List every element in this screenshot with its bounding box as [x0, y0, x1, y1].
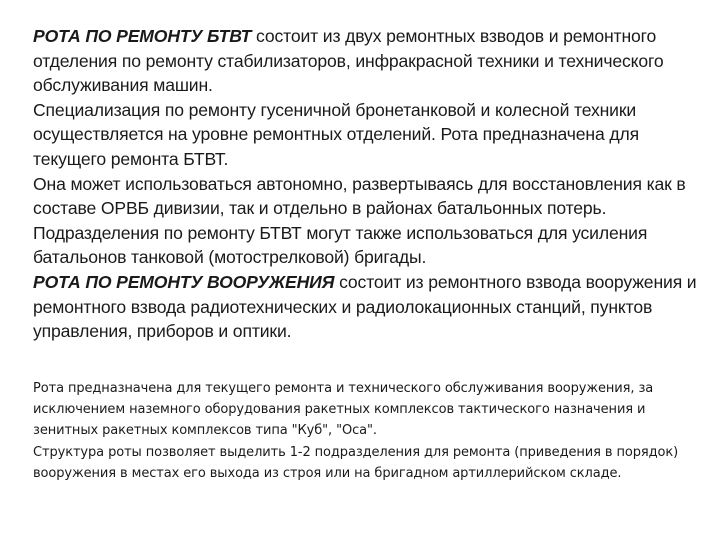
weapons-company-heading: РОТА ПО РЕМОНТУ ВООРУЖЕНИЯ	[33, 271, 335, 292]
btvt-company-heading: РОТА ПО РЕМОНТУ БТВТ	[33, 26, 252, 46]
weapons-company-paragraph	[33, 270, 705, 344]
btvt-company-text: состоит из двух ремонтных взводов и ремонтного отделения по ремонту стабилизаторов, инфракрасной техники и технического обслуживания машин.	[33, 26, 664, 96]
structure-paragraph: Структура роты позволяет выделить 1-2 подразделения для ремонта (приведения в порядок) вооружения в местах его выхода из строя или на бригадном артиллерийском складе.	[33, 444, 679, 481]
btvt-company-paragraph	[33, 24, 705, 98]
purpose-paragraph: Рота предназначена для текущего ремонта и технического обслуживания вооружения, за исключением наземного оборудования ракетных комплексов тактического назначения и зенитных ракетных комплексов типа "Куб", "Оса".	[33, 381, 654, 439]
weapons-company-text: состоит из ремонтного взвода вооружения и ремонтного взвода радиотехнических и радиолокационных станций, пунктов управления, приборов и оптики.	[33, 271, 697, 342]
main-text-block	[33, 24, 705, 344]
small-text-block	[33, 378, 693, 484]
autonomous-use-paragraph: Она может использоваться автономно, развертываясь для восстановления как в составе ОРВБ дивизии, так и отдельно в районах батальонных потерь. Подразделения по ремонту БТВТ могут также использоваться для усиления батальонов танковой (мотострелковой) бригады.	[33, 173, 686, 268]
specialization-paragraph: Специализация по ремонту гусеничной бронетанковой и колесной техники осуществляется на уровне ремонтных отделений. Рота предназначена для текущего ремонта БТВТ.	[33, 99, 639, 169]
